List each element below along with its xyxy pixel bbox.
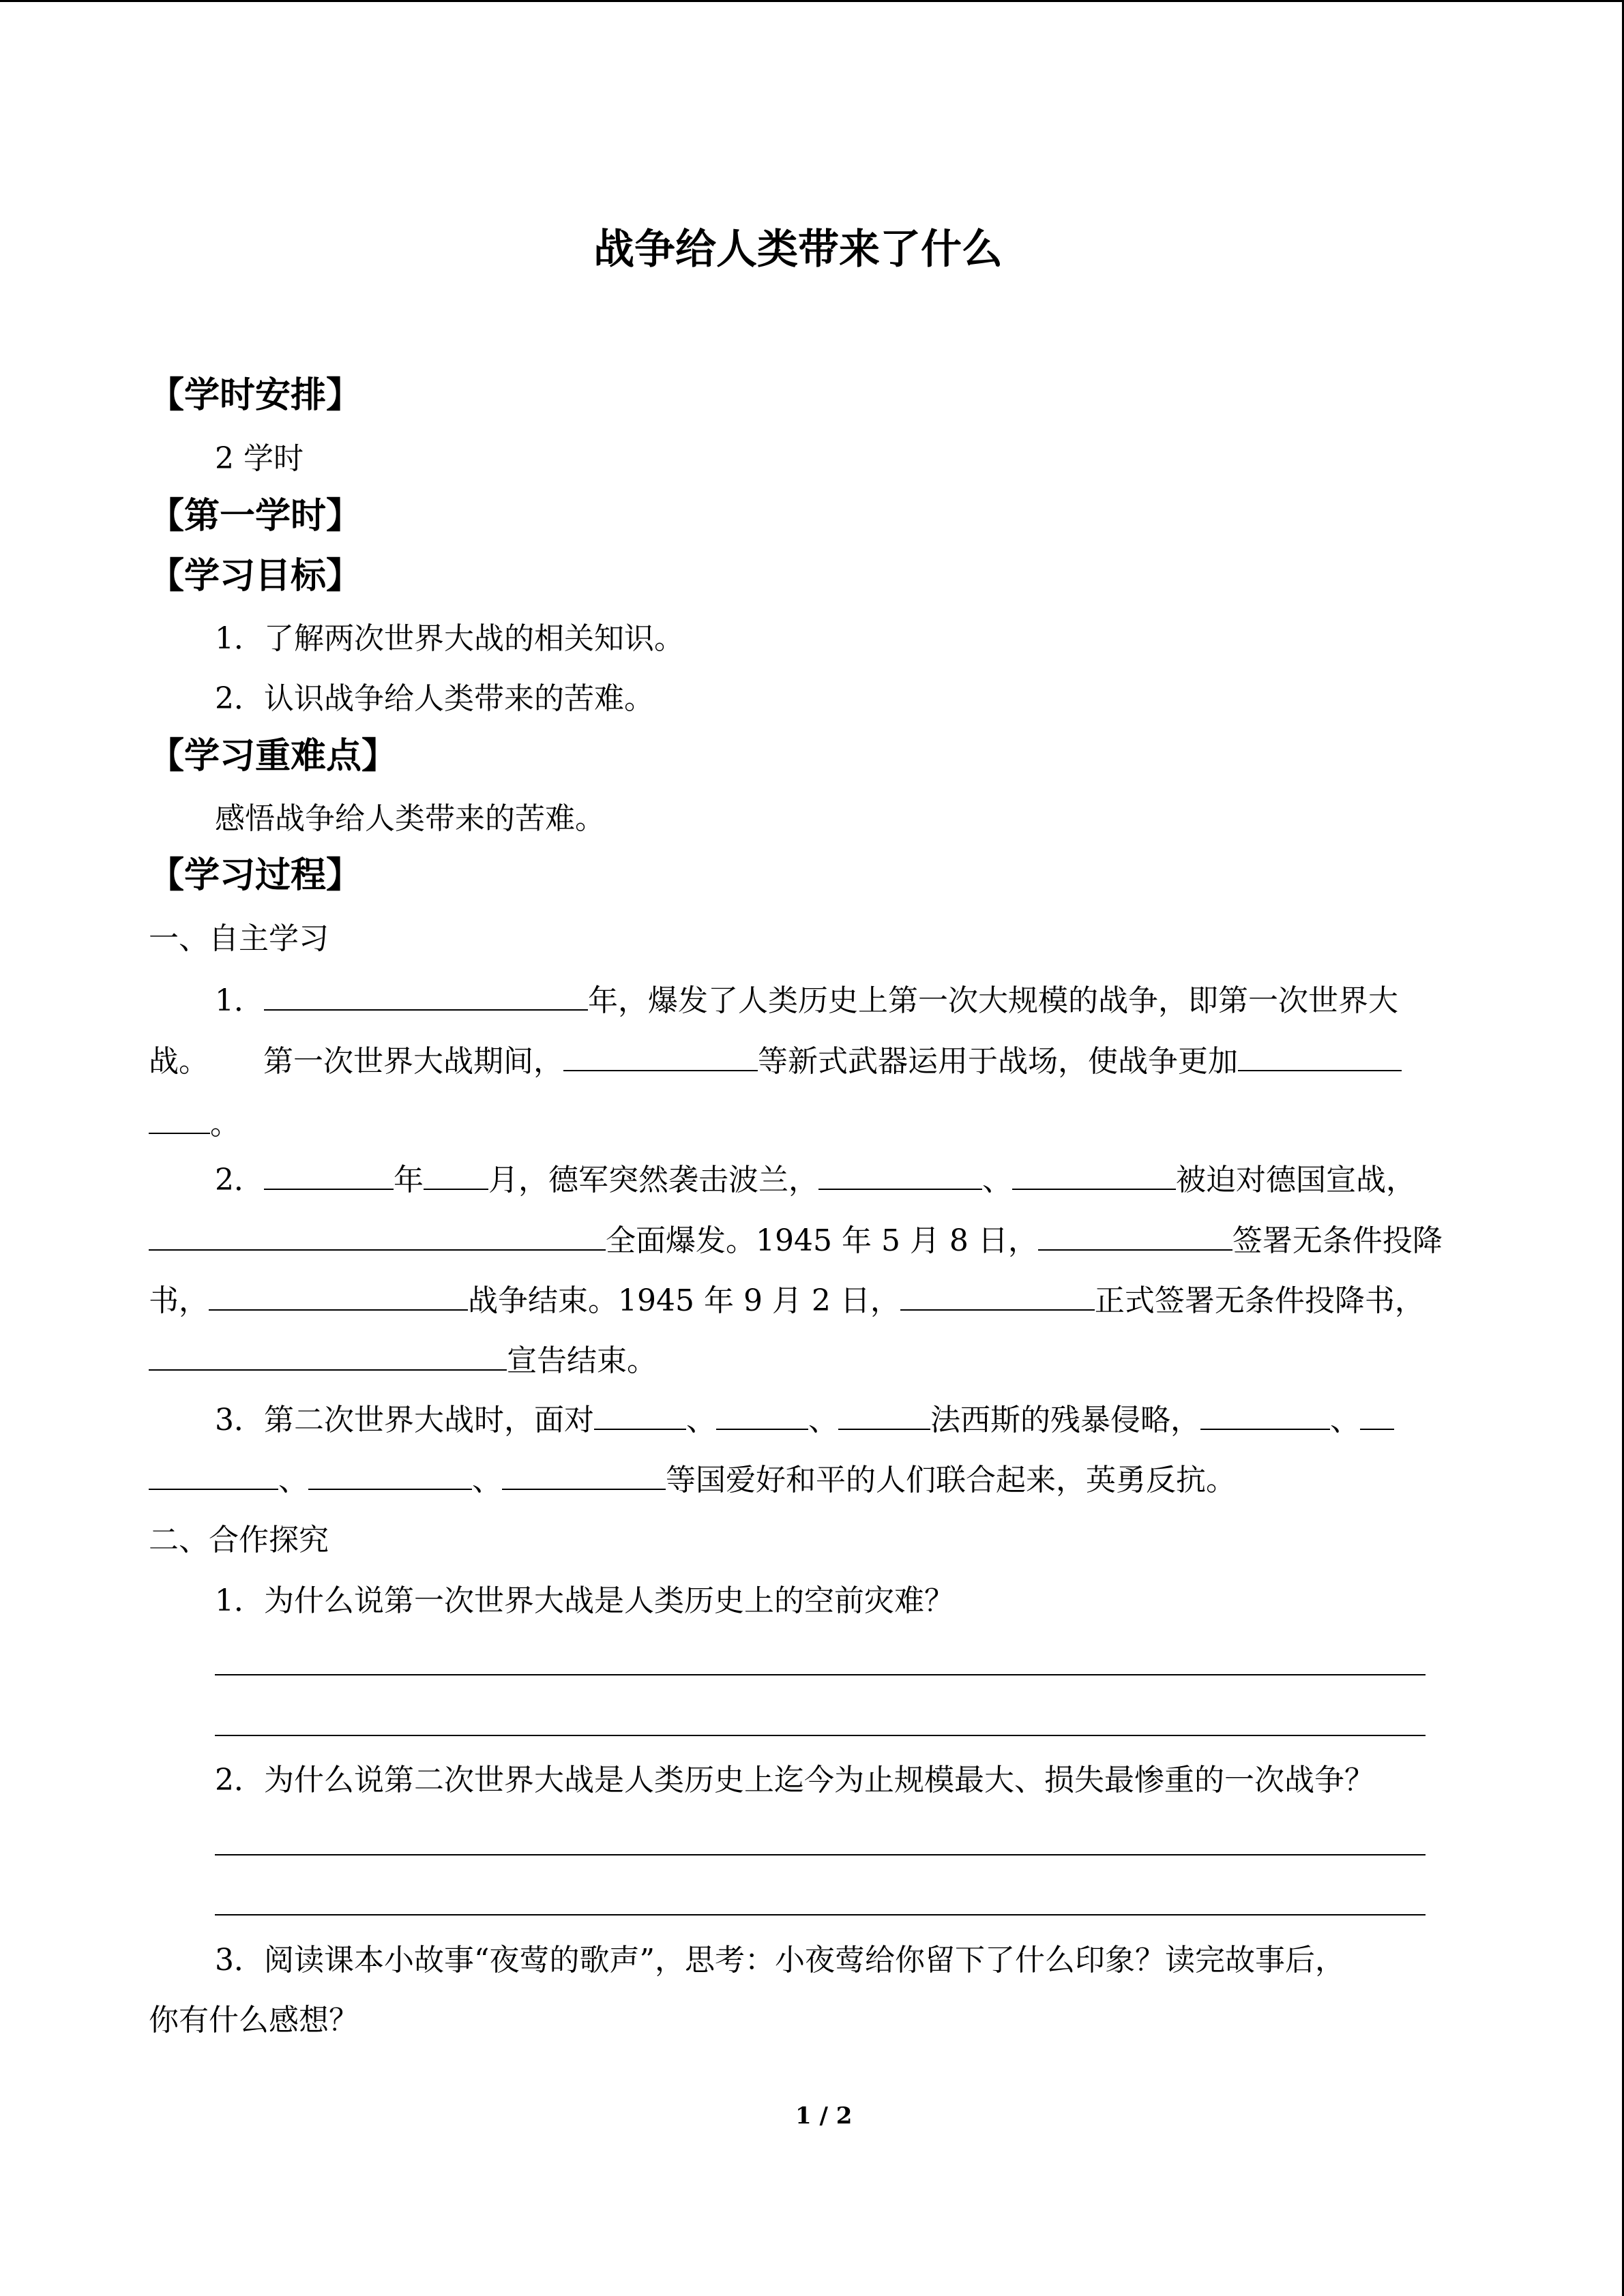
q2-text-9: 正式签署无条件投降书， [1094,1283,1425,1318]
answer-line[interactable] [215,1735,1426,1736]
blank-new-weapons[interactable] [563,1043,758,1071]
q2-text-8: 战争结束。1945 年 9 月 2 日， [468,1283,900,1318]
q2-text-10: 宣告结束。 [507,1343,657,1378]
blank-year-ww2[interactable] [264,1161,394,1190]
q1-text-3: 第一次世界大战期间， [263,1044,563,1079]
explore-question-1: 1．为什么说第一次世界大战是人类历史上的空前灾难？ [215,1583,954,1618]
schedule-value: 2 学时 [215,441,304,476]
q3-line2 [149,1461,1236,1500]
answer-line[interactable] [215,1854,1426,1855]
q1-line3 [149,1105,240,1144]
page-separator: / [811,2102,836,2130]
explore-question-3-cont: 你有什么感想？ [149,2003,359,2038]
blank-ally-3[interactable] [308,1461,472,1490]
q3-text-2: 法西斯的残暴侵略， [930,1403,1200,1437]
q1-text-5: 。 [210,1107,240,1142]
q3-sep-5: 、 [472,1463,502,1497]
q3-sep-3: 、 [1330,1403,1360,1437]
q3-line1 [215,1401,1394,1440]
key-points-text: 感悟战争给人类带来的苦难。 [215,801,605,836]
blank-war-more-b[interactable] [149,1105,210,1134]
blank-fascist-2[interactable] [716,1401,808,1430]
q1-text-2: 战。 [149,1044,209,1079]
q2-text-1: 年 [394,1163,424,1197]
blank-year-ww1[interactable] [264,982,588,1011]
blank-ally-2a[interactable] [1360,1401,1394,1430]
goals-heading: 【学习目标】 [149,556,362,597]
blank-surrender-2[interactable] [900,1282,1095,1311]
q2-text-2: 月，德军突然袭击波兰， [488,1163,818,1197]
blank-ally-2b[interactable] [149,1461,278,1490]
q3-sep-2: 、 [808,1403,838,1437]
q3-sep-4: 、 [278,1463,308,1497]
blank-war-end-1[interactable] [209,1282,468,1311]
goal-item-2: 2．认识战争给人类带来的苦难。 [215,681,654,716]
q1-text-4: 等新式武器运用于战场，使战争更加 [758,1044,1238,1079]
blank-country-2[interactable] [1012,1161,1176,1190]
q2-number: 2． [215,1163,264,1197]
q3-sep-1: 、 [686,1403,716,1437]
q2-text-3: 、 [982,1163,1012,1197]
explore-question-3: 3．阅读课本小故事“夜莺的歌声”，思考：小夜莺给你留下了什么印象？读完故事后， [215,1943,1345,1978]
page-current: 1 [795,2102,812,2130]
blank-ally-1[interactable] [1200,1401,1330,1430]
goal-item-1: 1．了解两次世界大战的相关知识。 [215,621,684,656]
q2-text-5: 全面爆发。1945 年 5 月 8 日， [606,1223,1038,1258]
lesson-one-heading: 【第一学时】 [149,496,362,537]
q2-text-4: 被迫对德国宣战， [1176,1163,1416,1197]
blank-country-1[interactable] [818,1161,982,1190]
blank-fascist-1[interactable] [594,1401,686,1430]
page-number [795,2101,852,2131]
q2-text-6: 签署无条件投降 [1232,1223,1443,1258]
q2-line3 [149,1282,1425,1320]
blank-war-outbreak[interactable] [149,1222,606,1251]
blank-surrender-1[interactable] [1038,1222,1232,1251]
blank-war-more-a[interactable] [1238,1043,1402,1071]
explore-question-2: 2．为什么说第二次世界大战是人类历史上迄今为止规模最大、损失最惨重的一次战争？ [215,1763,1374,1798]
blank-fascist-3[interactable] [838,1401,930,1430]
answer-line[interactable] [215,1674,1426,1675]
section1-title: 一、自主学习 [149,921,329,956]
schedule-heading: 【学时安排】 [149,375,362,416]
page-total: 2 [836,2102,853,2130]
q2-text-7: 书， [149,1283,209,1318]
blank-month-ww2[interactable] [424,1161,488,1190]
answer-line[interactable] [215,1914,1426,1915]
key-points-heading: 【学习重难点】 [149,736,398,777]
blank-ally-4[interactable] [502,1461,666,1490]
q3-text-3: 等国爱好和平的人们联合起来，英勇反抗。 [666,1463,1236,1497]
page-title: 战争给人类带来了什么 [593,226,1003,273]
blank-war-end-2[interactable] [149,1342,507,1371]
q1-line2 [149,1043,1402,1081]
q2-line4 [149,1342,657,1380]
q3-number: 3． [215,1403,264,1437]
q3-text-1: 第二次世界大战时，面对 [264,1403,594,1437]
process-heading: 【学习过程】 [149,855,362,896]
q2-line2 [149,1222,1443,1260]
q2-line1 [215,1161,1416,1199]
q1-text-1: 年，爆发了人类历史上第一次大规模的战争，即第一次世界大 [588,983,1398,1018]
q1-number: 1． [215,983,264,1018]
q1-line1 [215,982,1398,1020]
section2-title: 二、合作探究 [149,1523,329,1557]
